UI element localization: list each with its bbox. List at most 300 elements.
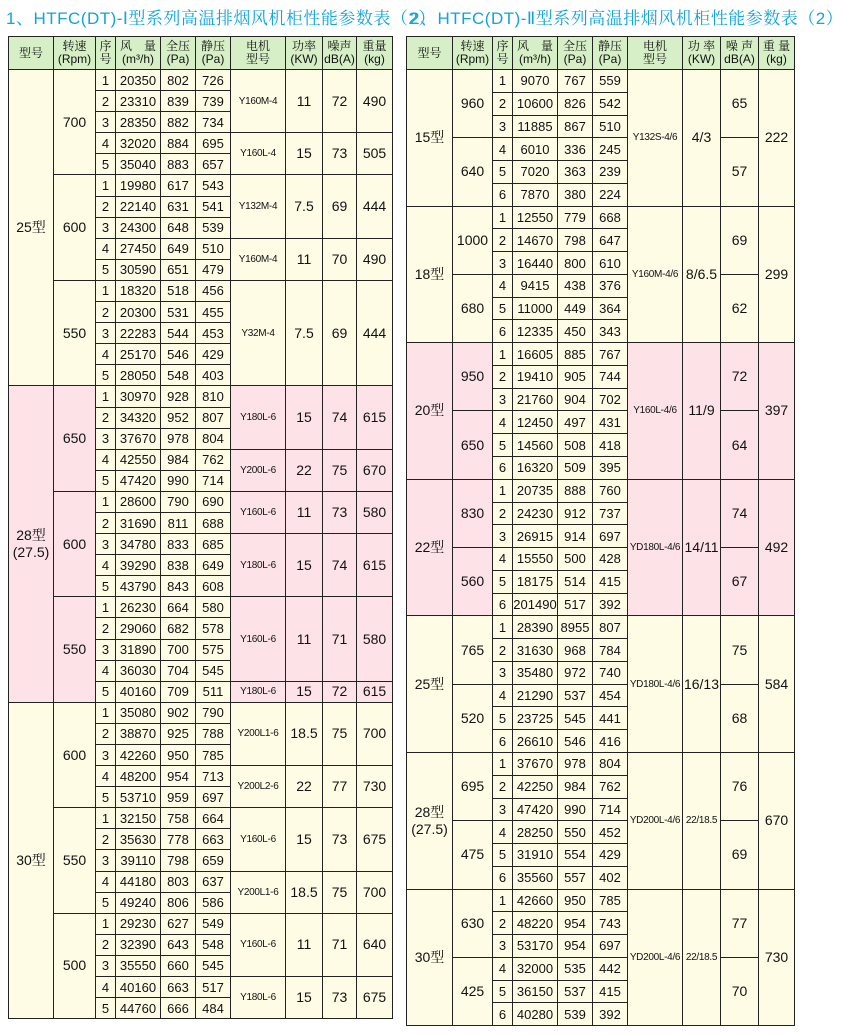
weight-cell: 580 — [357, 597, 393, 681]
header-total-pressure: 全压 (Pa) — [161, 37, 196, 70]
total-pressure-cell: 978 — [558, 752, 593, 775]
total-pressure-cell: 811 — [161, 512, 196, 533]
static-pressure-cell: 649 — [196, 555, 231, 576]
table-row — [407, 138, 795, 161]
power-cell: 22/18.5 — [683, 752, 721, 889]
noise-cell: 72 — [323, 681, 357, 702]
speed-cell: 630 — [453, 889, 493, 957]
flow-cell: 35040 — [116, 154, 161, 175]
speed-cell: 1000 — [453, 206, 493, 274]
flow-cell: 31690 — [116, 512, 161, 533]
total-pressure-cell: 546 — [161, 344, 196, 365]
weight-cell: 640 — [357, 913, 393, 976]
total-pressure-cell: 885 — [558, 343, 593, 366]
header-total-pressure: 全压 (Pa) — [558, 37, 593, 70]
flow-cell: 7870 — [513, 183, 558, 206]
seq-cell: 5 — [96, 154, 116, 175]
power-cell: 11 — [286, 491, 323, 533]
static-pressure-cell: 415 — [593, 980, 628, 1003]
total-pressure-cell: 954 — [558, 935, 593, 958]
seq-cell: 2 — [96, 196, 116, 217]
seq-cell: 4 — [493, 684, 513, 707]
seq-cell: 6 — [493, 593, 513, 616]
static-pressure-cell: 543 — [196, 175, 231, 196]
flow-cell: 201490 — [513, 593, 558, 616]
seq-cell: 2 — [493, 639, 513, 662]
static-pressure-cell: 690 — [196, 491, 231, 512]
model-cell: 30型 — [407, 889, 453, 1026]
table2-title: 2、HTFC(DT)-Ⅱ型系列高温排烟风机柜性能参数表（2） — [410, 9, 843, 28]
noise-cell: 69 — [323, 175, 357, 238]
static-pressure-cell: 726 — [196, 70, 231, 91]
speed-cell: 550 — [54, 597, 96, 702]
total-pressure-cell: 554 — [558, 844, 593, 867]
weight-cell: 505 — [357, 133, 393, 175]
flow-cell: 32390 — [116, 934, 161, 955]
model-cell: 25型 — [407, 616, 453, 753]
motor-cell: YD180L-4/6 — [628, 616, 683, 753]
seq-cell: 3 — [96, 534, 116, 555]
flow-cell: 11885 — [513, 115, 558, 138]
flow-cell: 34780 — [116, 534, 161, 555]
seq-cell: 2 — [96, 829, 116, 850]
noise-cell: 73 — [323, 977, 357, 1019]
flow-cell: 22283 — [116, 323, 161, 344]
flow-cell: 32150 — [116, 808, 161, 829]
flow-cell: 23310 — [116, 91, 161, 112]
static-pressure-cell: 452 — [593, 821, 628, 844]
seq-cell: 1 — [96, 702, 116, 723]
total-pressure-cell: 557 — [558, 866, 593, 889]
flow-cell: 28390 — [513, 616, 558, 639]
weight-cell: 675 — [357, 977, 393, 1019]
seq-cell: 4 — [493, 274, 513, 297]
static-pressure-cell: 454 — [593, 684, 628, 707]
flow-cell: 10600 — [513, 92, 558, 115]
flow-cell: 39110 — [116, 850, 161, 871]
static-pressure-cell: 395 — [593, 457, 628, 480]
power-cell: 7.5 — [286, 280, 323, 385]
static-pressure-cell: 668 — [593, 206, 628, 229]
speed-cell: 695 — [453, 752, 493, 820]
static-pressure-cell: 575 — [196, 639, 231, 660]
total-pressure-cell: 914 — [558, 525, 593, 548]
motor-cell: Y160L-6 — [231, 913, 286, 976]
seq-cell: 1 — [493, 343, 513, 366]
table-row — [407, 343, 795, 366]
total-pressure-cell: 544 — [161, 323, 196, 344]
static-pressure-cell: 785 — [593, 889, 628, 912]
total-pressure-cell: 990 — [558, 798, 593, 821]
seq-cell: 6 — [493, 457, 513, 480]
flow-cell: 31890 — [116, 639, 161, 660]
total-pressure-cell: 888 — [558, 479, 593, 502]
weight-cell: 444 — [357, 280, 393, 385]
total-pressure-cell: 950 — [558, 889, 593, 912]
static-pressure-cell: 664 — [196, 808, 231, 829]
flow-cell: 7020 — [513, 161, 558, 184]
static-pressure-cell: 456 — [196, 280, 231, 301]
seq-cell: 3 — [493, 661, 513, 684]
noise-cell: 68 — [721, 684, 759, 752]
flow-cell: 24230 — [513, 502, 558, 525]
power-cell: 11 — [286, 913, 323, 976]
static-pressure-cell: 542 — [593, 92, 628, 115]
table-row — [407, 479, 795, 502]
seq-cell: 5 — [493, 161, 513, 184]
seq-cell: 2 — [493, 92, 513, 115]
seq-cell: 2 — [96, 407, 116, 428]
flow-cell: 16605 — [513, 343, 558, 366]
flow-cell: 14670 — [513, 229, 558, 252]
motor-cell: Y160L-6 — [231, 597, 286, 681]
table1-title: 1、HTFC(DT)-Ⅰ型系列高温排烟风机柜性能参数表（2） — [6, 9, 436, 28]
power-cell: 11 — [286, 238, 323, 280]
speed-cell: 765 — [453, 616, 493, 684]
static-pressure-cell: 810 — [196, 386, 231, 407]
seq-cell: 5 — [96, 681, 116, 702]
flow-cell: 49240 — [116, 892, 161, 913]
total-pressure-cell: 450 — [558, 320, 593, 343]
noise-cell: 73 — [323, 491, 357, 533]
header-motor: 电机 型号 — [231, 37, 286, 70]
seq-cell: 3 — [96, 745, 116, 766]
power-cell: 18.5 — [286, 871, 323, 913]
static-pressure-cell: 743 — [593, 912, 628, 935]
power-cell: 22/18.5 — [683, 889, 721, 1026]
power-cell: 4/3 — [683, 70, 721, 207]
static-pressure-cell: 224 — [593, 183, 628, 206]
seq-cell: 5 — [96, 470, 116, 491]
table-row — [9, 491, 393, 512]
table-row — [9, 175, 393, 196]
total-pressure-cell: 833 — [161, 534, 196, 555]
noise-cell: 73 — [323, 808, 357, 871]
seq-cell: 1 — [96, 386, 116, 407]
total-pressure-cell: 990 — [161, 470, 196, 491]
static-pressure-cell: 559 — [593, 70, 628, 93]
seq-cell: 3 — [96, 850, 116, 871]
model-cell: 20型 — [407, 343, 453, 480]
flow-cell: 47420 — [116, 470, 161, 491]
total-pressure-cell: 380 — [558, 183, 593, 206]
noise-cell: 75 — [323, 702, 357, 765]
seq-cell: 1 — [96, 175, 116, 196]
seq-cell: 5 — [96, 259, 116, 280]
static-pressure-cell: 714 — [196, 470, 231, 491]
total-pressure-cell: 954 — [558, 912, 593, 935]
static-pressure-cell: 548 — [196, 934, 231, 955]
flow-cell: 40160 — [116, 681, 161, 702]
power-cell: 15 — [286, 386, 323, 449]
total-pressure-cell: 883 — [161, 154, 196, 175]
seq-cell: 6 — [493, 183, 513, 206]
total-pressure-cell: 954 — [161, 766, 196, 787]
total-pressure-cell: 539 — [558, 1003, 593, 1026]
static-pressure-cell: 580 — [196, 597, 231, 618]
static-pressure-cell: 376 — [593, 274, 628, 297]
seq-cell: 4 — [96, 449, 116, 470]
total-pressure-cell: 660 — [161, 955, 196, 976]
flow-cell: 6010 — [513, 138, 558, 161]
flow-cell: 31910 — [513, 844, 558, 867]
speed-cell: 650 — [54, 386, 96, 491]
table-row — [9, 808, 393, 829]
motor-cell: Y180L-6 — [231, 534, 286, 597]
flow-cell: 28050 — [116, 365, 161, 386]
total-pressure-cell: 984 — [558, 775, 593, 798]
total-pressure-cell: 438 — [558, 274, 593, 297]
static-pressure-cell: 453 — [196, 323, 231, 344]
speed-cell: 500 — [54, 913, 96, 1018]
seq-cell: 2 — [493, 912, 513, 935]
total-pressure-cell: 767 — [558, 70, 593, 93]
flow-cell: 47420 — [513, 798, 558, 821]
noise-cell: 71 — [323, 913, 357, 976]
noise-cell: 74 — [323, 534, 357, 597]
weight-cell: 730 — [759, 889, 795, 1026]
seq-cell: 5 — [493, 844, 513, 867]
seq-cell: 5 — [96, 576, 116, 597]
flow-cell: 26610 — [513, 730, 558, 753]
power-cell: 15 — [286, 133, 323, 175]
static-pressure-cell: 744 — [593, 365, 628, 388]
seq-cell: 2 — [493, 229, 513, 252]
seq-cell: 3 — [493, 798, 513, 821]
static-pressure-cell: 807 — [593, 616, 628, 639]
power-cell: 15 — [286, 534, 323, 597]
noise-cell: 77 — [721, 889, 759, 957]
flow-cell: 18320 — [116, 280, 161, 301]
model-cell: 28型 (27.5) — [9, 386, 54, 702]
total-pressure-cell: 978 — [161, 428, 196, 449]
flow-cell: 21290 — [513, 684, 558, 707]
noise-cell: 57 — [721, 138, 759, 206]
table-row — [407, 206, 795, 229]
seq-cell: 3 — [493, 525, 513, 548]
seq-cell: 2 — [96, 618, 116, 639]
seq-cell: 4 — [96, 555, 116, 576]
seq-cell: 4 — [96, 871, 116, 892]
flow-cell: 34320 — [116, 407, 161, 428]
total-pressure-cell: 912 — [558, 502, 593, 525]
flow-cell: 36030 — [116, 660, 161, 681]
total-pressure-cell: 517 — [558, 593, 593, 616]
speed-cell: 600 — [54, 702, 96, 807]
total-pressure-cell: 925 — [161, 723, 196, 744]
flow-cell: 20735 — [513, 479, 558, 502]
noise-cell: 69 — [323, 280, 357, 385]
seq-cell: 4 — [493, 957, 513, 980]
seq-cell: 5 — [96, 365, 116, 386]
static-pressure-cell: 804 — [196, 428, 231, 449]
table-row — [9, 702, 393, 723]
motor-cell: Y132S-4/6 — [628, 70, 683, 207]
static-pressure-cell: 762 — [196, 449, 231, 470]
table-row — [9, 913, 393, 934]
table-row — [407, 274, 795, 297]
total-pressure-cell: 664 — [161, 597, 196, 618]
header-static-pressure: 静压 (Pa) — [196, 37, 231, 70]
static-pressure-cell: 740 — [593, 661, 628, 684]
total-pressure-cell: 531 — [161, 302, 196, 323]
seq-cell: 4 — [96, 344, 116, 365]
static-pressure-cell: 484 — [196, 998, 231, 1019]
weight-cell: 615 — [357, 534, 393, 597]
total-pressure-cell: 928 — [161, 386, 196, 407]
static-pressure-cell: 429 — [593, 844, 628, 867]
header-seq: 序 号 — [96, 37, 116, 70]
header-motor: 电机 型号 — [628, 37, 683, 70]
seq-cell: 3 — [96, 428, 116, 449]
seq-cell: 1 — [493, 479, 513, 502]
flow-cell: 43790 — [116, 576, 161, 597]
flow-cell: 29230 — [116, 913, 161, 934]
static-pressure-cell: 416 — [593, 730, 628, 753]
motor-cell: Y160L-6 — [231, 491, 286, 533]
seq-cell: 6 — [493, 320, 513, 343]
total-pressure-cell: 972 — [558, 661, 593, 684]
weight-cell: 670 — [759, 752, 795, 889]
flow-cell: 28250 — [513, 821, 558, 844]
flow-cell: 30970 — [116, 386, 161, 407]
static-pressure-cell: 737 — [593, 502, 628, 525]
static-pressure-cell: 545 — [196, 955, 231, 976]
seq-cell: 1 — [493, 616, 513, 639]
motor-cell: Y160M-4/6 — [628, 206, 683, 343]
speed-cell: 960 — [453, 70, 493, 138]
motor-cell: Y160M-4 — [231, 70, 286, 133]
header-flow: 风 量 (m³/h) — [116, 37, 161, 70]
total-pressure-cell: 666 — [161, 998, 196, 1019]
flow-cell: 12450 — [513, 411, 558, 434]
flow-cell: 42250 — [513, 775, 558, 798]
speed-cell: 425 — [453, 957, 493, 1025]
weight-cell: 670 — [357, 449, 393, 491]
seq-cell: 1 — [96, 491, 116, 512]
total-pressure-cell: 509 — [558, 457, 593, 480]
total-pressure-cell: 535 — [558, 957, 593, 980]
total-pressure-cell: 843 — [161, 576, 196, 597]
total-pressure-cell: 839 — [161, 91, 196, 112]
seq-cell: 2 — [96, 934, 116, 955]
total-pressure-cell: 826 — [558, 92, 593, 115]
flow-cell: 21760 — [513, 388, 558, 411]
total-pressure-cell: 700 — [161, 639, 196, 660]
flow-cell: 23725 — [513, 707, 558, 730]
total-pressure-cell: 546 — [558, 730, 593, 753]
static-pressure-cell: 539 — [196, 217, 231, 238]
total-pressure-cell: 449 — [558, 297, 593, 320]
static-pressure-cell: 541 — [196, 196, 231, 217]
seq-cell: 6 — [493, 866, 513, 889]
weight-cell: 700 — [357, 702, 393, 765]
flow-cell: 42260 — [116, 745, 161, 766]
model-cell: 28型 (27.5) — [407, 752, 453, 889]
power-cell: 22 — [286, 766, 323, 808]
header-weight: 重量 (kg) — [357, 37, 393, 70]
seq-cell: 1 — [493, 889, 513, 912]
speed-cell: 640 — [453, 138, 493, 206]
table-row — [9, 280, 393, 301]
static-pressure-cell: 804 — [593, 752, 628, 775]
table-row — [407, 616, 795, 639]
total-pressure-cell: 514 — [558, 570, 593, 593]
speed-cell: 560 — [453, 548, 493, 616]
flow-cell: 48220 — [513, 912, 558, 935]
static-pressure-cell: 807 — [196, 407, 231, 428]
static-pressure-cell: 392 — [593, 593, 628, 616]
weight-cell: 492 — [759, 479, 795, 616]
table-row — [407, 70, 795, 93]
static-pressure-cell: 343 — [593, 320, 628, 343]
noise-cell: 76 — [721, 752, 759, 820]
total-pressure-cell: 802 — [161, 70, 196, 91]
header-model: 型号 — [407, 37, 453, 70]
static-pressure-cell: 702 — [593, 388, 628, 411]
static-pressure-cell: 790 — [196, 702, 231, 723]
seq-cell: 1 — [96, 808, 116, 829]
flow-cell: 28350 — [116, 112, 161, 133]
table-row — [407, 752, 795, 775]
seq-cell: 1 — [96, 280, 116, 301]
header-flow: 风 量 (m³/h) — [513, 37, 558, 70]
noise-cell: 75 — [323, 449, 357, 491]
seq-cell: 5 — [493, 570, 513, 593]
motor-cell: Y160L-6 — [231, 808, 286, 871]
seq-cell: 5 — [493, 707, 513, 730]
flow-cell: 9070 — [513, 70, 558, 93]
static-pressure-cell: 734 — [196, 112, 231, 133]
speed-cell: 475 — [453, 821, 493, 889]
total-pressure-cell: 968 — [558, 639, 593, 662]
noise-cell: 70 — [323, 238, 357, 280]
flow-cell: 11000 — [513, 297, 558, 320]
total-pressure-cell: 617 — [161, 175, 196, 196]
seq-cell: 2 — [96, 302, 116, 323]
flow-cell: 24300 — [116, 217, 161, 238]
flow-cell: 26915 — [513, 525, 558, 548]
motor-cell: Y132M-4 — [231, 175, 286, 238]
table-row — [407, 548, 795, 571]
flow-cell: 16320 — [513, 457, 558, 480]
total-pressure-cell: 709 — [161, 681, 196, 702]
total-pressure-cell: 984 — [161, 449, 196, 470]
static-pressure-cell: 767 — [593, 343, 628, 366]
speed-cell: 830 — [453, 479, 493, 547]
seq-cell: 3 — [493, 115, 513, 138]
total-pressure-cell: 545 — [558, 707, 593, 730]
header-model: 型号 — [9, 37, 54, 70]
motor-cell: YD200L-4/6 — [628, 752, 683, 889]
noise-cell: 71 — [323, 597, 357, 681]
seq-cell: 2 — [96, 512, 116, 533]
header-power: 功 率 (KW) — [683, 37, 721, 70]
flow-cell: 14560 — [513, 434, 558, 457]
static-pressure-cell: 442 — [593, 957, 628, 980]
power-cell: 22 — [286, 449, 323, 491]
speed-cell: 680 — [453, 274, 493, 342]
flow-cell: 44180 — [116, 871, 161, 892]
noise-cell: 67 — [721, 548, 759, 616]
table-row — [407, 411, 795, 434]
power-cell: 8/6.5 — [683, 206, 721, 343]
seq-cell: 3 — [493, 252, 513, 275]
total-pressure-cell: 778 — [161, 829, 196, 850]
motor-cell: YD180L-4/6 — [628, 479, 683, 616]
weight-cell: 615 — [357, 681, 393, 702]
weight-cell: 490 — [357, 238, 393, 280]
